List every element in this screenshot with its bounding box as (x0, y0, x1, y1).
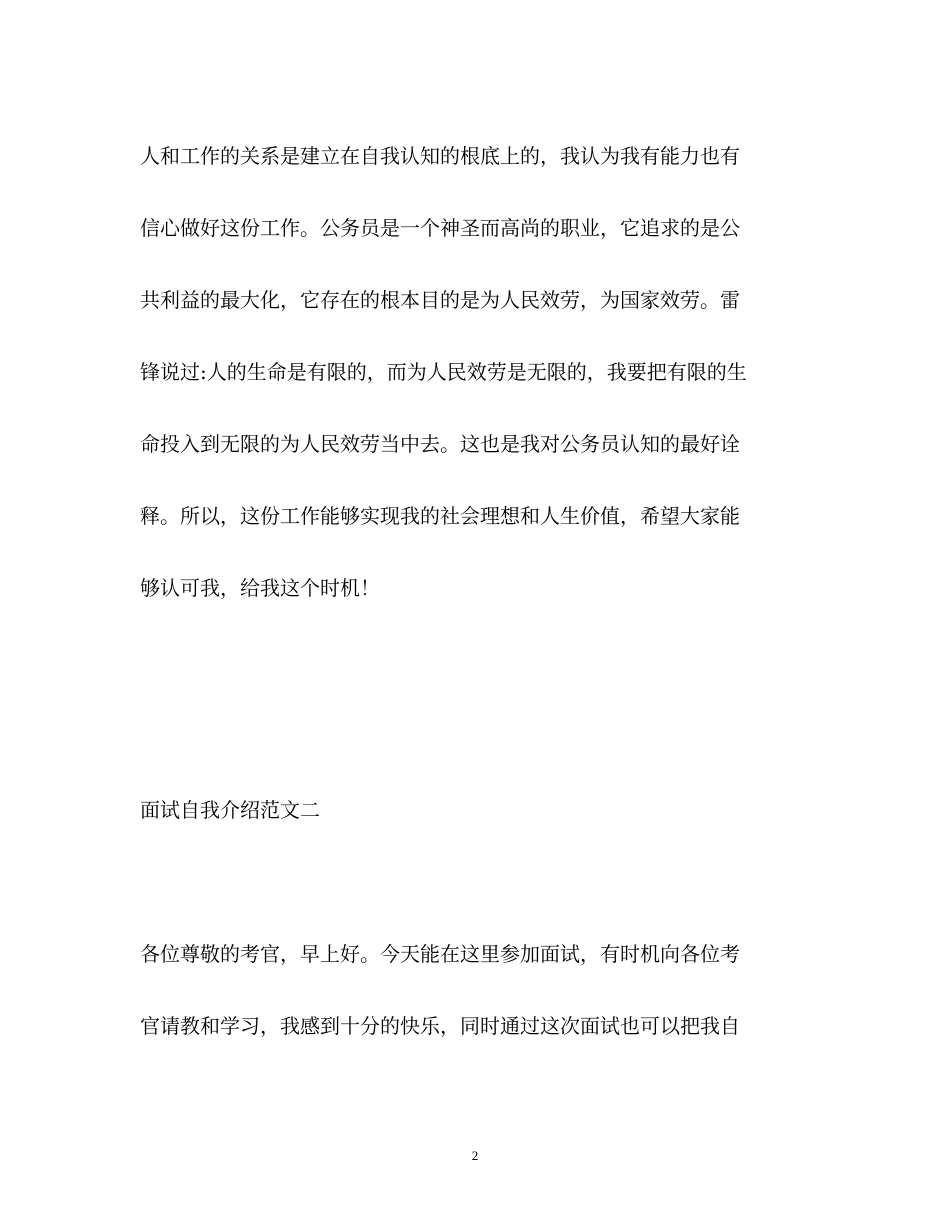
paragraph-line: 各位尊敬的考官，早上好。今天能在这里参加面试，有时机向各位考 (140, 942, 740, 966)
paragraph-line: 够认可我，给我这个时机！ (140, 576, 380, 600)
paragraph-line: 释。所以，这份工作能够实现我的社会理想和人生价值，希望大家能 (140, 504, 740, 528)
section-heading: 面试自我介绍范文二 (140, 798, 320, 822)
paragraph-line: 共利益的最大化，它存在的根本目的是为人民效劳，为国家效劳。雷 (140, 288, 740, 312)
paragraph-2 (140, 918, 820, 1062)
paragraph-line: 信心做好这份工作。公务员是一个神圣而高尚的职业，它追求的是公 (140, 216, 740, 240)
paragraph-1 (140, 120, 820, 624)
page-number: 2 (471, 1148, 479, 1163)
paragraph-line: 锋说过:人的生命是有限的，而为人民效劳是无限的，我要把有限的生 (140, 360, 747, 384)
paragraph-line: 人和工作的关系是建立在自我认知的根底上的，我认为我有能力也有 (140, 144, 740, 168)
paragraph-line: 官请教和学习，我感到十分的快乐，同时通过这次面试也可以把我自 (140, 1014, 740, 1038)
paragraph-line: 命投入到无限的为人民效劳当中去。这也是我对公务员认知的最好诠 (140, 432, 740, 456)
